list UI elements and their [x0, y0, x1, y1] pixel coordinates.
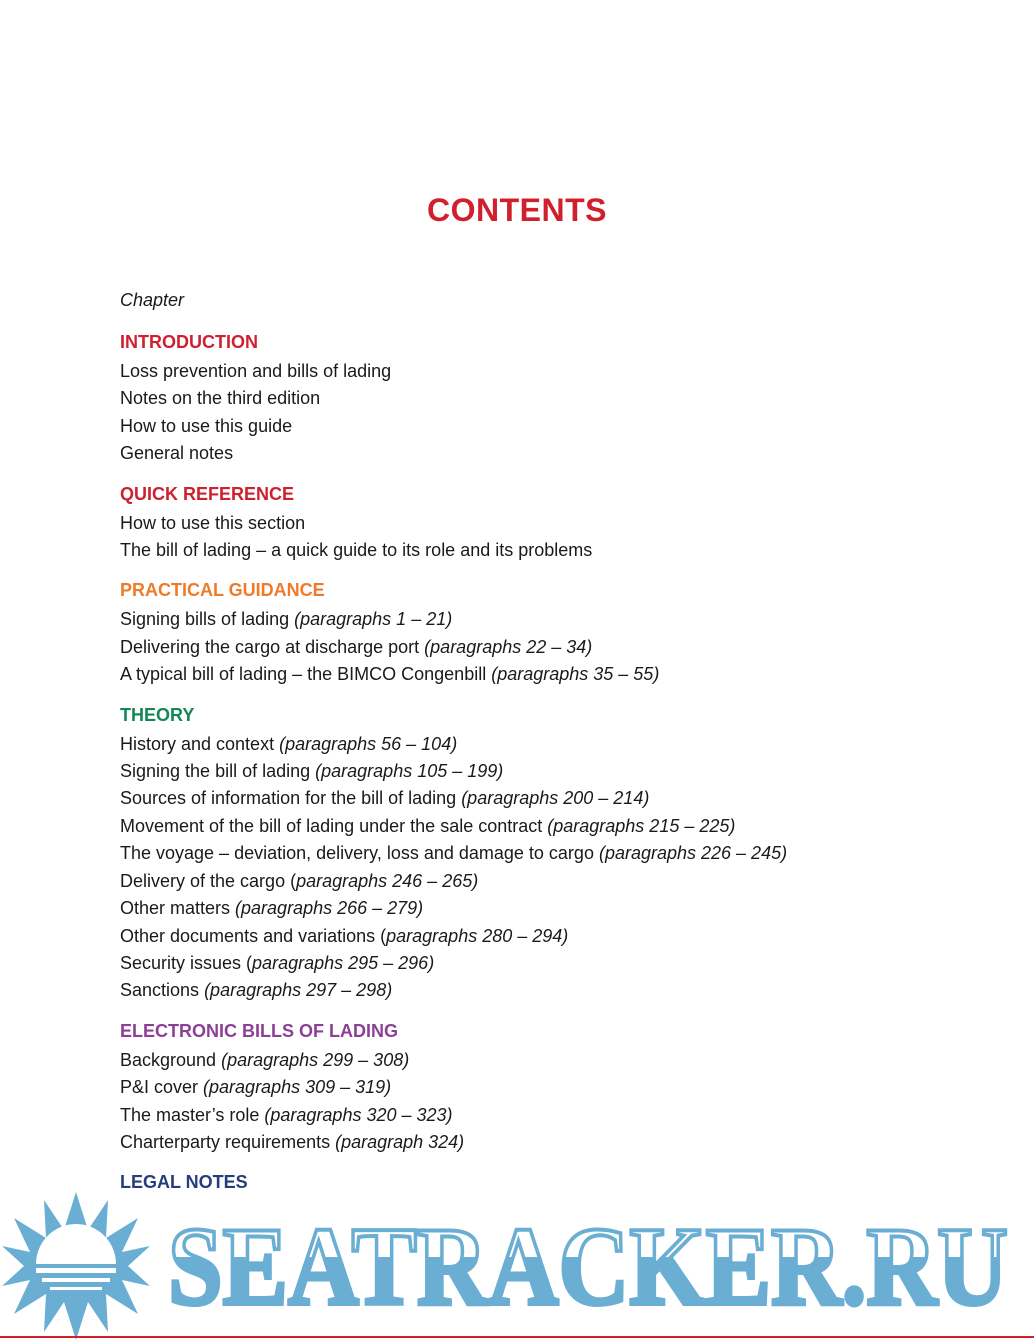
section-heading: LEGAL NOTES — [120, 1172, 248, 1193]
watermark-logo — [0, 1188, 1034, 1342]
watermark-text: SEATRACKER.RU — [168, 1205, 1008, 1329]
paragraph-range: (paragraphs 215 – 225) — [547, 815, 736, 836]
section-theory — [120, 703, 1000, 1005]
toc-entry: How to use this section — [120, 512, 306, 533]
paragraph-range: (paragraphs 299 – 308) — [221, 1049, 410, 1070]
toc-entry: A typical bill of lading – the BIMCO Congenbill (paragraphs 35 – 55) — [120, 664, 660, 685]
toc-entry: Loss prevention and bills of lading — [120, 361, 392, 381]
paragraph-range: (paragraphs 200 – 214) — [461, 788, 650, 809]
section-introduction — [120, 330, 1000, 468]
page-title: CONTENTS — [427, 192, 607, 228]
paragraph-range: (paragraphs 22 – 34) — [424, 636, 593, 657]
toc-entry: Charterparty requirements (paragraph 324) — [120, 1131, 465, 1152]
toc-entry: Sources of information for the bill of lading (paragraphs 200 – 214) — [120, 788, 650, 809]
section-practical-guidance — [120, 578, 1000, 688]
paragraph-range: (paragraphs 105 – 199) — [315, 761, 504, 782]
table-of-contents — [120, 288, 1000, 1208]
paragraph-range: (paragraphs 320 – 323) — [264, 1104, 453, 1125]
toc-entry: Signing bills of lading (paragraphs 1 – 21) — [120, 609, 453, 630]
paragraph-range: (paragraphs 1 – 21) — [294, 609, 453, 630]
section-heading: QUICK REFERENCE — [120, 483, 295, 504]
section-heading: THEORY — [120, 704, 195, 725]
paragraph-range: (paragraphs 309 – 319) — [203, 1077, 392, 1098]
paragraph-range: (paragraphs 297 – 298) — [204, 980, 393, 1001]
chapter-label: Chapter — [120, 290, 185, 310]
paragraph-range: (paragraphs 266 – 279) — [235, 898, 424, 919]
section-heading: INTRODUCTION — [120, 332, 258, 352]
toc-entry: Security issues (paragraphs 295 – 296) — [120, 952, 435, 973]
paragraph-range: paragraphs 295 – 296) — [252, 952, 435, 973]
paragraph-range: paragraphs 246 – 265) — [296, 870, 479, 891]
section-heading: PRACTICAL GUIDANCE — [120, 580, 325, 601]
paragraph-range: (paragraphs 35 – 55) — [491, 664, 660, 685]
paragraph-range: (paragraphs 226 – 245) — [598, 843, 788, 864]
toc-entry: Signing the bill of lading (paragraphs 105 – 199) — [120, 761, 504, 782]
section-electronic-bills — [120, 1019, 1000, 1157]
bottom-rule — [0, 1336, 1034, 1338]
toc-entry: History and context (paragraphs 56 – 104) — [120, 733, 458, 754]
sun-icon — [2, 1192, 150, 1340]
paragraph-range: (paragraph 324) — [335, 1131, 465, 1152]
toc-entry: Movement of the bill of lading under the sale contract (paragraphs 215 – 225) — [120, 815, 736, 836]
toc-entry: The master’s role (paragraphs 320 – 323) — [120, 1104, 453, 1125]
section-quick-reference — [120, 482, 1000, 565]
toc-entry: P&I cover (paragraphs 309 – 319) — [120, 1077, 392, 1098]
toc-entry: Other matters (paragraphs 266 – 279) — [120, 898, 424, 919]
toc-entry: Other documents and variations (paragraphs 280 – 294) — [120, 925, 569, 946]
toc-entry: Sanctions (paragraphs 297 – 298) — [120, 980, 393, 1001]
paragraph-range: paragraphs 280 – 294) — [386, 925, 569, 946]
section-heading: ELECTRONIC BILLS OF LADING — [120, 1020, 398, 1041]
toc-entry: How to use this guide — [120, 415, 293, 436]
toc-entry: Notes on the third edition — [120, 388, 321, 409]
toc-entry: General notes — [120, 443, 234, 464]
toc-entry: The voyage – deviation, delivery, loss and damage to cargo (paragraphs 226 – 245) — [120, 843, 788, 864]
paragraph-range: (paragraphs 56 – 104) — [279, 733, 458, 754]
toc-entry: The bill of lading – a quick guide to its role and its problems — [120, 540, 593, 561]
toc-entry: Delivery of the cargo (paragraphs 246 – 265) — [120, 870, 479, 891]
toc-entry: Delivering the cargo at discharge port (paragraphs 22 – 34) — [120, 636, 593, 657]
toc-entry: Background (paragraphs 299 – 308) — [120, 1049, 410, 1070]
